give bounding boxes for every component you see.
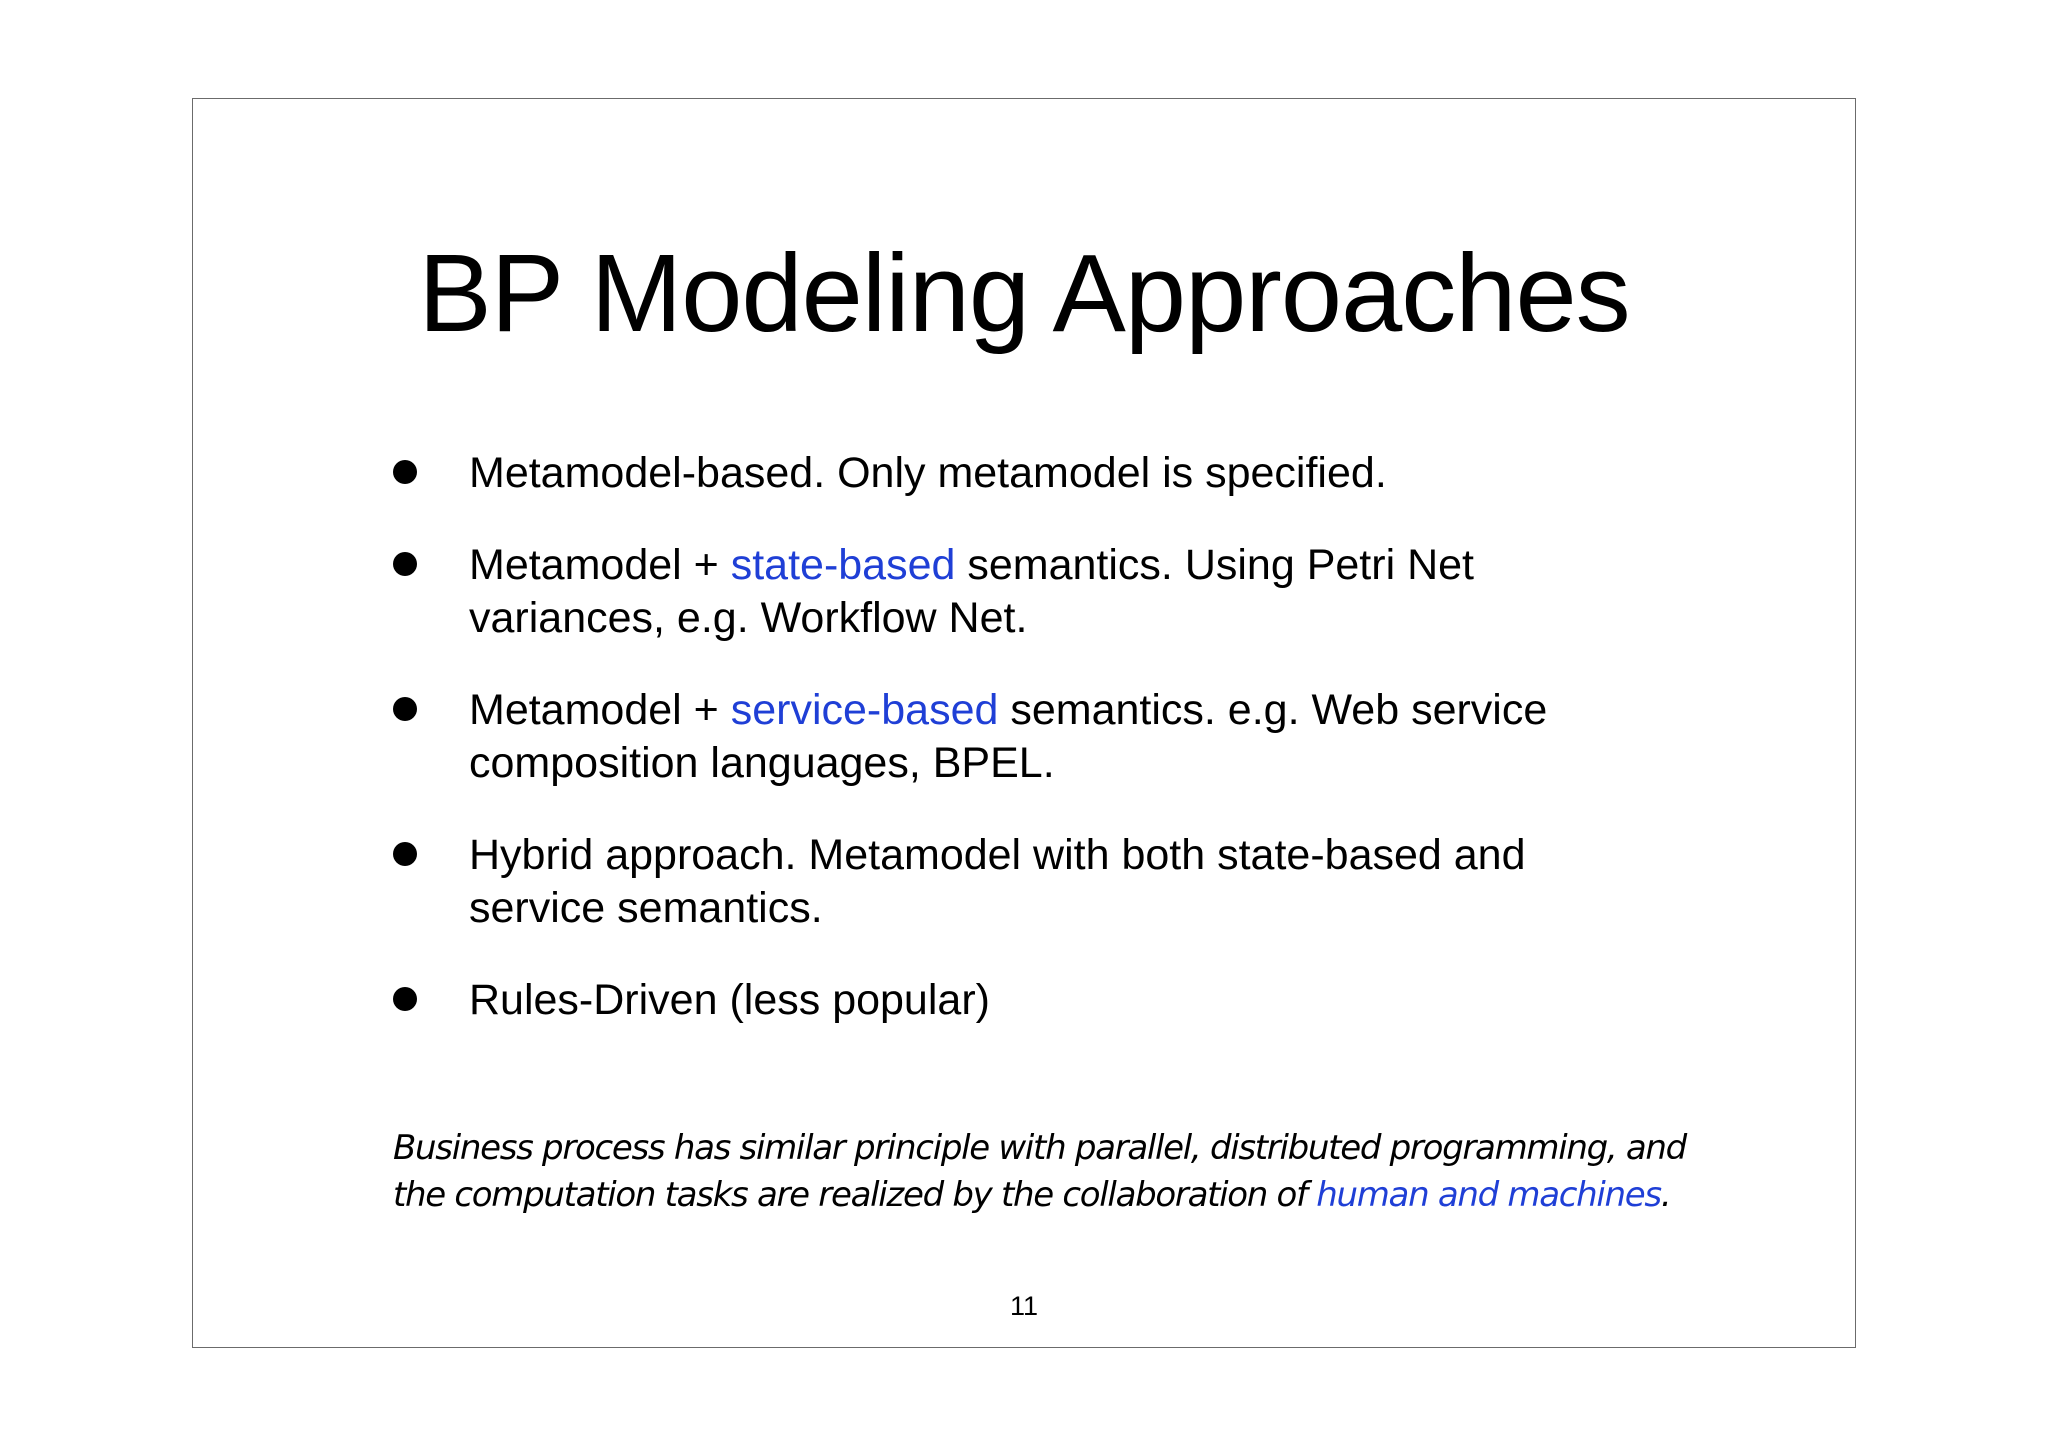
bullet-text: Metamodel +	[469, 686, 731, 734]
highlight-service-based: service-based	[730, 686, 999, 734]
bullet-text: Metamodel +	[469, 541, 731, 589]
footnote-line-2-suffix: .	[1660, 1175, 1671, 1215]
footnote	[393, 1125, 1693, 1219]
bullet-text: semantics. e.g. Web service	[998, 686, 1548, 734]
bullet-dot-icon	[393, 460, 417, 484]
footnote-highlight: human and machines	[1316, 1175, 1661, 1215]
bullet-text: semantics. Using Petri Net	[955, 541, 1474, 589]
bullet-text-continuation: composition languages, BPEL.	[469, 739, 1055, 787]
bullet-item-state-based	[393, 539, 1593, 645]
bullet-dot-icon	[393, 552, 417, 576]
bullet-item-hybrid	[393, 829, 1593, 935]
bullet-text: Hybrid approach. Metamodel with both state-based and	[469, 831, 1526, 879]
bullet-item-metamodel-based	[393, 447, 1593, 500]
bullet-dot-icon	[393, 697, 417, 721]
bullet-text: Rules-Driven (less popular)	[469, 976, 990, 1024]
footnote-line-1: Business process has similar principle with parallel, distributed programming, and	[393, 1128, 1686, 1168]
highlight-state-based: state-based	[730, 541, 956, 589]
footnote-line-2-prefix: the computation tasks are realized by the collaboration of	[393, 1175, 1317, 1215]
slide	[192, 98, 1856, 1348]
bullet-dot-icon	[393, 842, 417, 866]
bullet-dot-icon	[393, 987, 417, 1011]
bullet-list	[393, 447, 1593, 1066]
page-number: 11	[1009, 1291, 1039, 1321]
slide-title: BP Modeling Approaches	[418, 232, 1630, 355]
bullet-item-rules-driven	[393, 974, 1593, 1027]
bullet-text-continuation: service semantics.	[469, 884, 823, 932]
bullet-text: Metamodel-based. Only metamodel is specified.	[469, 449, 1387, 497]
bullet-item-service-based	[393, 684, 1593, 790]
bullet-text-continuation: variances, e.g. Workflow Net.	[469, 594, 1028, 642]
